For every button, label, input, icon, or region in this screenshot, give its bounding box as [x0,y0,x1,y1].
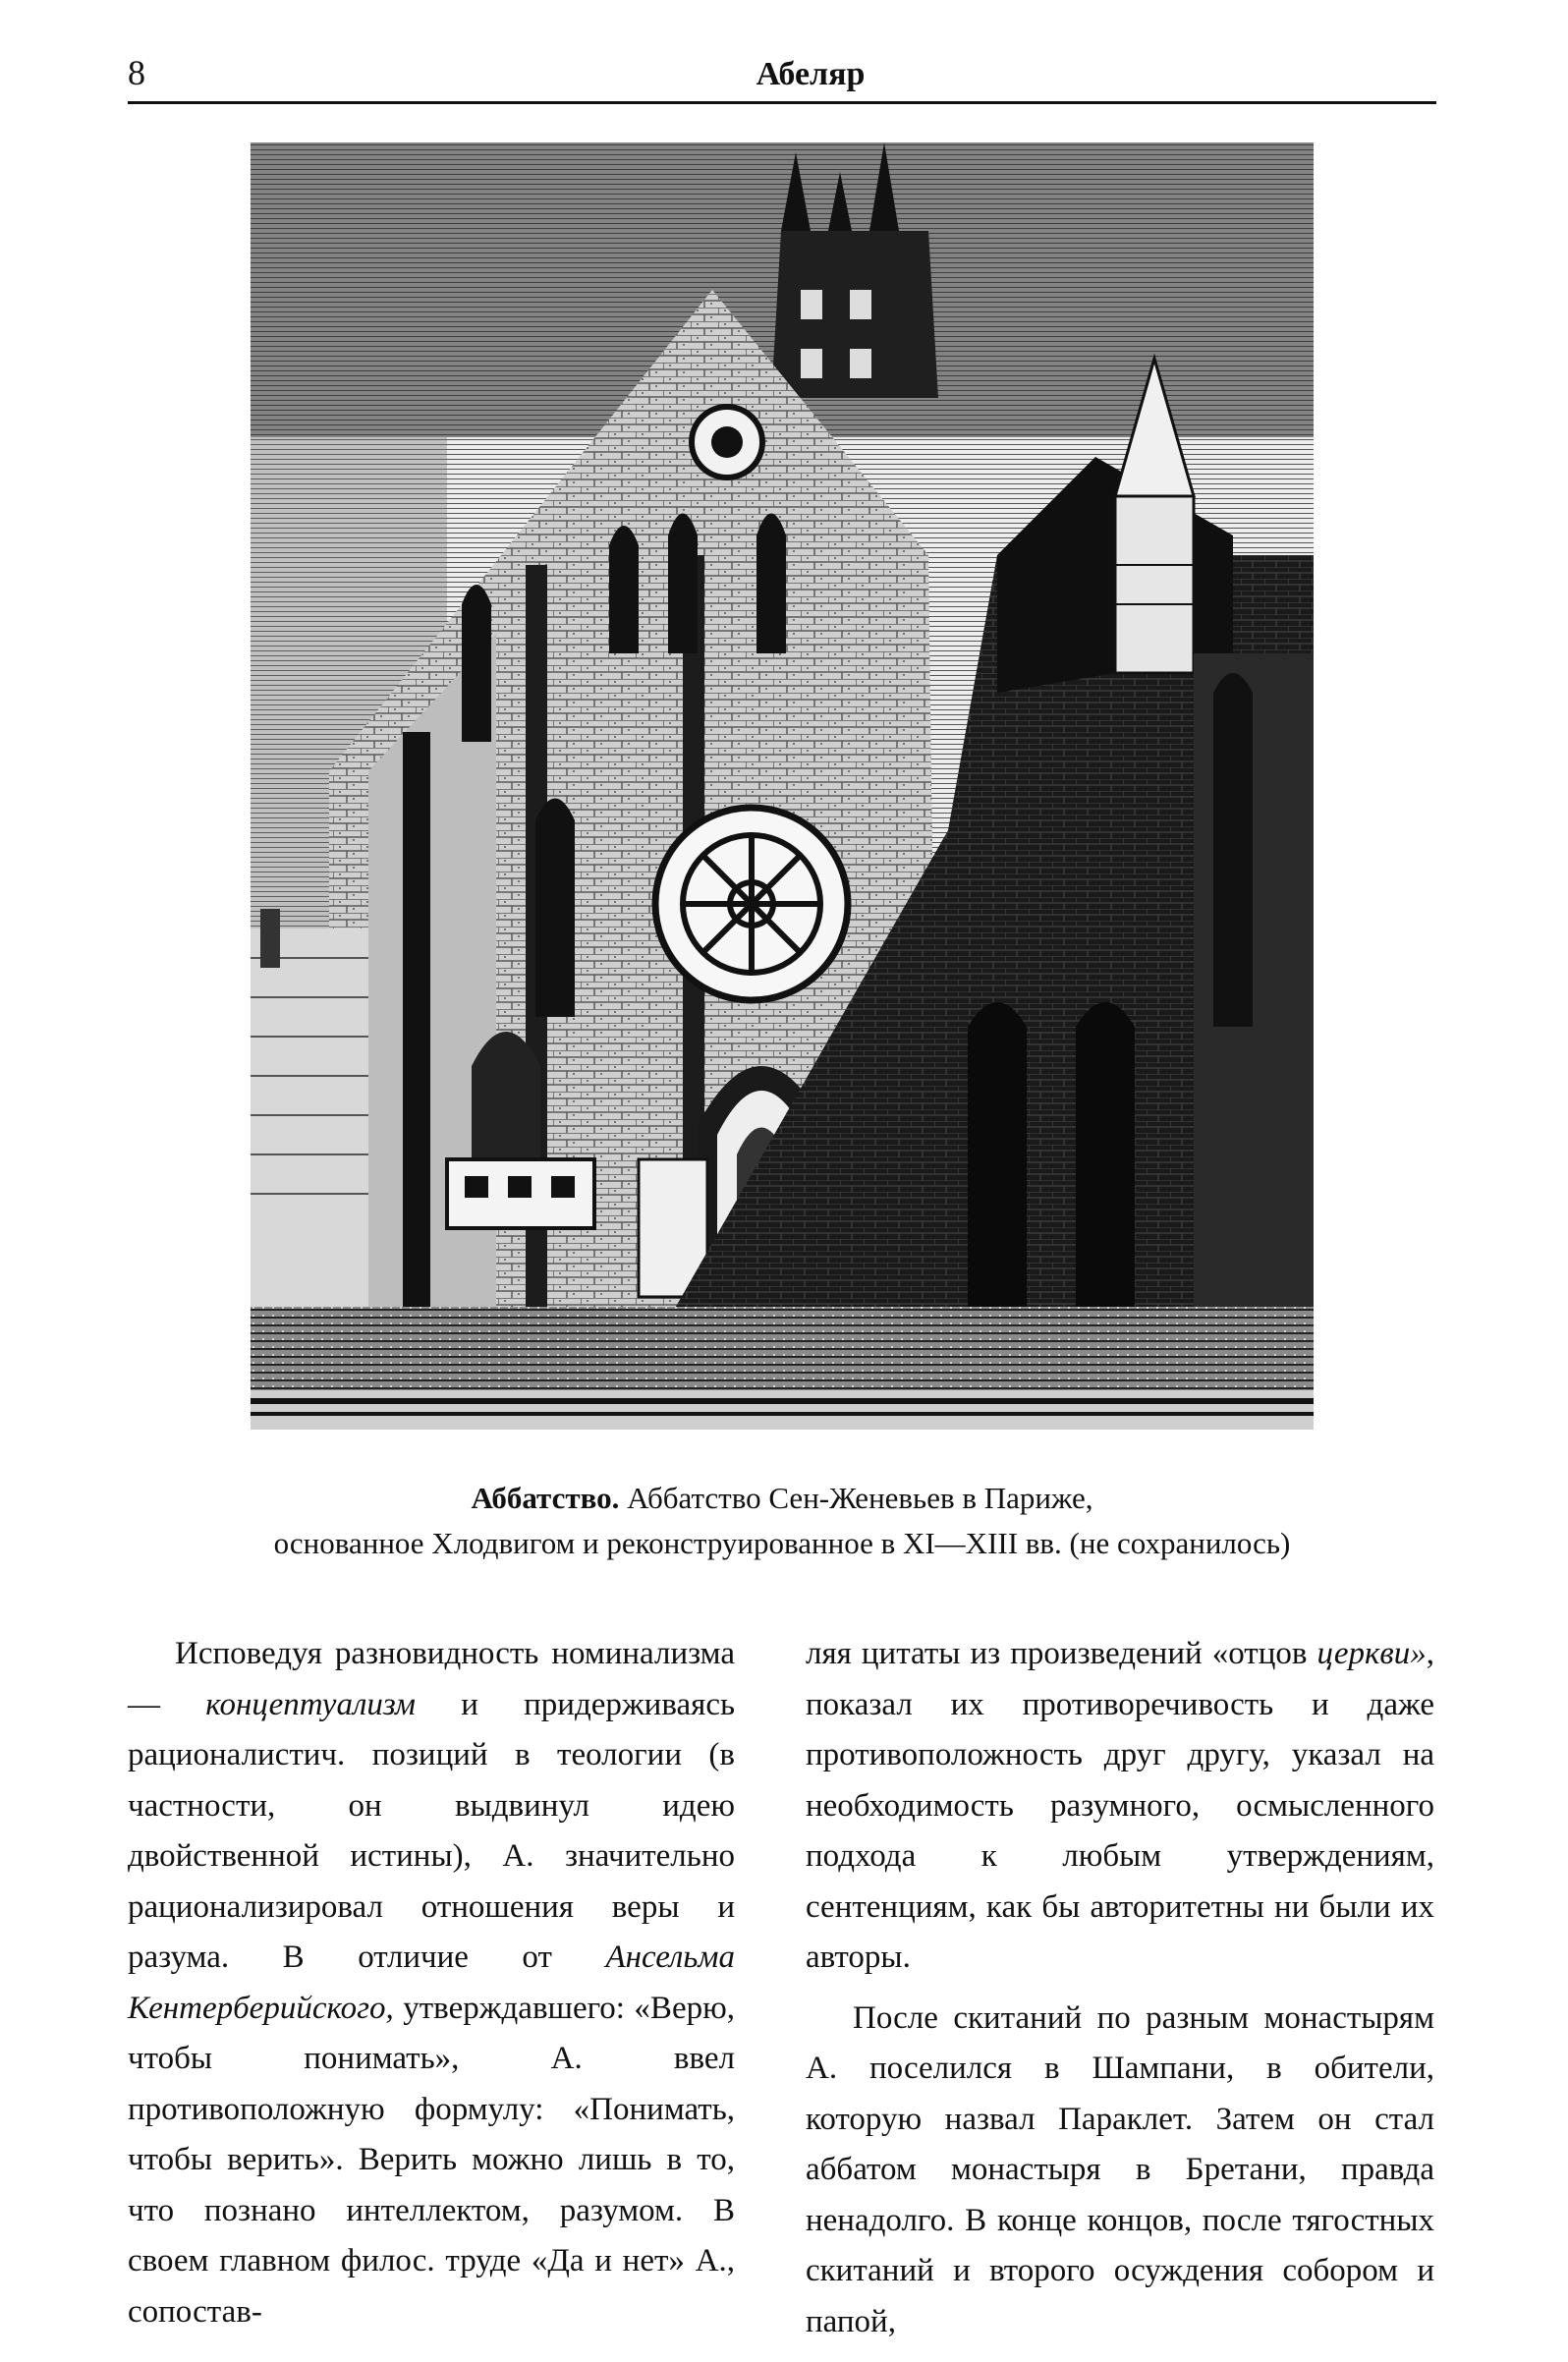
caption-text-1: Аббатство Сен-Женевьев в Париже, [627,1481,1093,1515]
text-column-right [806,1629,1434,2347]
text-run: Исповедуя разновидность номинализма — [128,1636,735,1722]
caption-line-1 [128,1476,1436,1521]
text-run: , показал их противоречивость и даже противоположность друг другу, указал на необходимость разумного, осмысленного подхода к любым утверждениям, сентенциям, как бы авторитетны ни были их авторы. [806,1636,1434,1975]
text-run: и придерживаясь рационалистич. позиций в теологии (в частности, он выдвинул идею двойственной истины), А. значительно рационализировал отношения веры и разума. В отличие от [128,1686,736,1975]
italic-term: концептуализм [205,1686,416,1722]
paragraph: После скитаний по разным монастырям А. поселился в Шампани, в обители, которую назвал Параклет. Затем он стал аббатом монастыря в Бретани, правда ненадолго. В конце концов, после тягостных скитаний и второго осуждения собором и папой, [806,1999,1434,2339]
page-number: 8 [128,53,145,92]
paragraph [806,1629,1434,1984]
figure-caption [128,1476,1436,1566]
text-run: ляя цитаты из произведений «отцов [806,1636,1317,1671]
caption-line-2: основанное Хлодвигом и реконструированное в XI—XIII вв. (не сохранилось) [273,1526,1291,1560]
abbey-engraving-drawing [251,142,1314,1430]
text-column-left [128,1629,735,2337]
paragraph [128,1629,735,2337]
text-run: утверждавшего: «Верю, чтобы понимать», А. ввел противоположную формулу: «Понимать, чтобы верить». Верить можно лишь в то, что познано интеллектом, разумом. В своем главном филос. труде «Да и нет» А., сопостав- [128,1990,735,2330]
caption-title: Аббатство. [471,1481,620,1515]
italic-term: церкви» [1316,1636,1427,1671]
running-title: Абеляр [756,56,866,92]
header-rule [128,101,1436,104]
page-header [128,47,1434,104]
italic-name: Ансельма Кентерберийского, [128,1940,735,2026]
abbey-engraving [251,142,1314,1430]
